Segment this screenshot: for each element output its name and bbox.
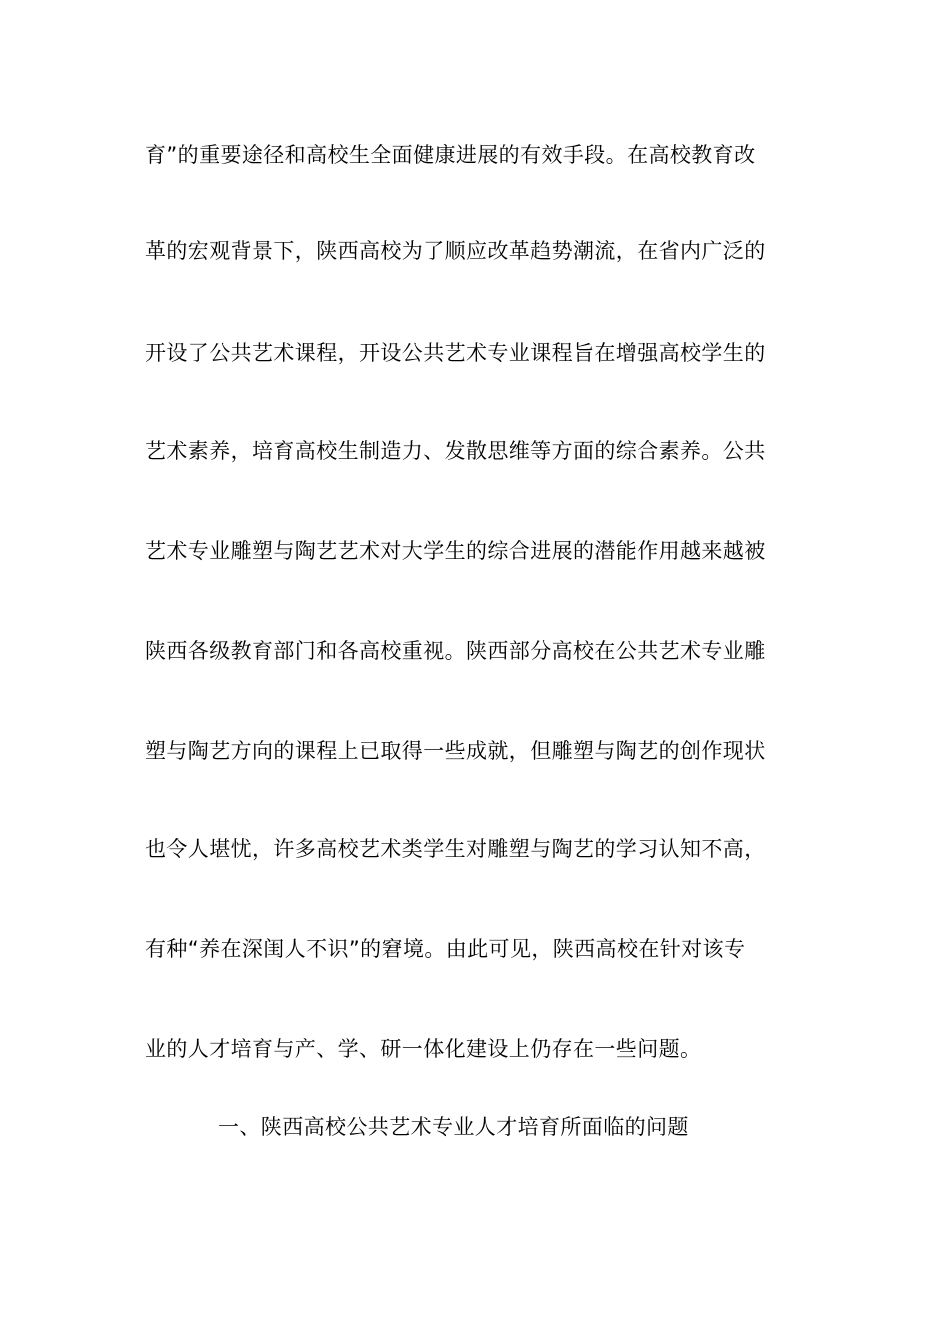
section-heading: 一、陕西高校公共艺术专业人才培育所面临的问题 — [218, 1115, 689, 1139]
paragraph-line: 业的人才培育与产、学、研一体化建设上仍存在一些问题。 — [145, 1037, 702, 1061]
paragraph-line: 塑与陶艺方向的课程上已取得一些成就，但雕塑与陶艺的创作现状 — [145, 739, 766, 763]
paragraph-line: 也令人堪忧，许多高校艺术类学生对雕塑与陶艺的学习认知不高， — [145, 837, 766, 861]
paragraph-line: 开设了公共艺术课程，开设公共艺术专业课程旨在增强高校学生的 — [145, 341, 766, 365]
paragraph-line: 育”的重要途径和高校生全面健康进展的有效手段。在高校教育改 — [145, 143, 756, 167]
paragraph-line: 陕西各级教育部门和各高校重视。陕西部分高校在公共艺术专业雕 — [145, 639, 766, 663]
paragraph-line: 革的宏观背景下，陕西高校为了顺应改革趋势潮流，在省内广泛的 — [145, 239, 766, 263]
paragraph-line: 艺术素养，培育高校生制造力、发散思维等方面的综合素养。公共 — [145, 439, 766, 463]
paragraph-line: 有种“养在深闺人不识”的窘境。由此可见，陕西高校在针对该专 — [145, 937, 746, 961]
paragraph-line: 艺术专业雕塑与陶艺艺术对大学生的综合进展的潜能作用越来越被 — [145, 539, 766, 563]
